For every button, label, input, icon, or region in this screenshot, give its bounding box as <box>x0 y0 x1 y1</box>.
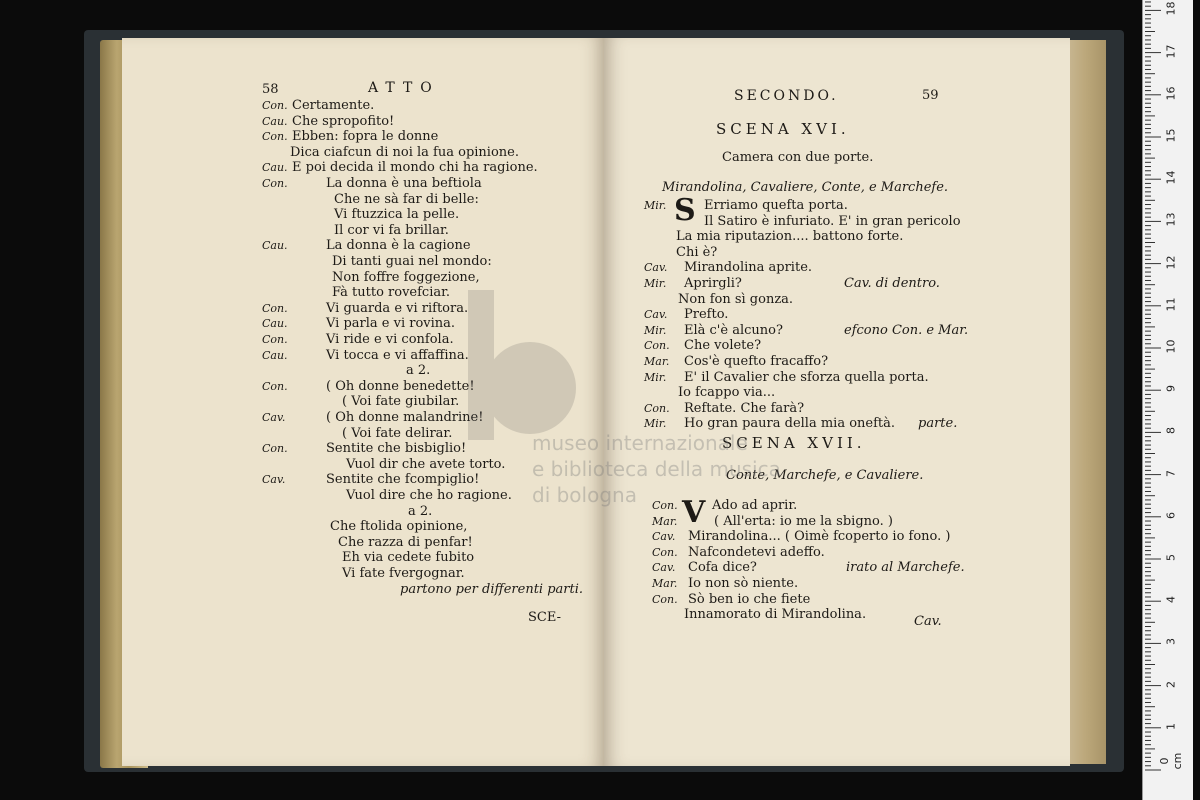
verse-line: Vi guarda e vi riftora. <box>326 300 469 316</box>
verse-line: Il Satiro è infuriato. E' in gran pericolo <box>704 213 961 229</box>
verse-line: Sentite che bisbiglio! <box>326 441 467 457</box>
dropcap-v: V <box>682 495 706 530</box>
verse-line: Sò ben io che fiete <box>688 591 811 607</box>
stage-direction: parte. <box>918 416 958 432</box>
verse-line: Sentite che fcompiglio! <box>326 472 480 488</box>
verse-line: Vuol dire che ho ragione. <box>346 488 512 503</box>
speaker-label: Cau. <box>262 348 288 362</box>
speaker-label: Cav. <box>262 411 286 424</box>
verse-line: Non fon sì gonza. <box>678 291 794 307</box>
watermark-line-1: museo internazionale <box>532 431 748 455</box>
ruler-number: 11 <box>1164 297 1178 312</box>
verse-line: Vi fate fvergognar. <box>342 566 465 581</box>
ruler-number: 18 <box>1164 1 1178 16</box>
speaker-label: Mar. <box>644 355 670 368</box>
ruler-number: 4 <box>1164 596 1178 604</box>
verse-line: Vuol dir che avete torto. <box>346 456 506 472</box>
museum-logo-watermark <box>448 290 578 440</box>
speaker-label: Con. <box>644 339 670 353</box>
ruler-number: 6 <box>1164 511 1178 519</box>
speaker-label: Mir. <box>644 199 667 212</box>
verse-line: ( Voi fate giubilar. <box>342 394 460 410</box>
left-running-head: ATTO <box>368 80 440 96</box>
speaker-label: Cav. <box>262 473 286 487</box>
verse-line: Che volete? <box>684 338 762 354</box>
verse-line: Cofa dice? <box>688 560 757 576</box>
watermark-line-3: di bologna <box>532 483 637 507</box>
right-page-edges <box>1066 40 1106 764</box>
verse-line: Il cor vi fa brillar. <box>334 222 449 238</box>
verse-line: La donna è una beftiola <box>326 176 482 191</box>
verse-line: Che spropofito! <box>292 113 395 129</box>
verse-line: Nafcondetevi adeffo. <box>688 544 825 560</box>
speaker-label: Con. <box>262 333 288 346</box>
scene-xvii-title: SCENA XVII. <box>722 434 866 452</box>
verse-line: ( Oh donne benedette! <box>326 378 475 394</box>
verse-line: ( Oh donne malandrine! <box>326 410 484 425</box>
verse-line: Prefto. <box>684 307 729 323</box>
scene-xvi-title: SCENA XVI. <box>716 120 850 138</box>
left-page-number: 58 <box>262 82 279 97</box>
verse-line: Erriamo quefta porta. <box>704 198 848 213</box>
speaker-label: Con. <box>652 499 678 512</box>
speaker-label: Con. <box>262 442 288 456</box>
watermark-line-2: e biblioteca della musica <box>532 457 781 481</box>
verse-line: Vi tocca e vi affaffina. <box>326 347 469 363</box>
ruler-number: 10 <box>1164 339 1178 354</box>
speaker-label: Mir. <box>644 417 667 431</box>
scene-xvi-characters: Mirandolina, Cavaliere, Conte, e Marchefe. <box>662 180 949 195</box>
verse-line: Certamente. <box>292 98 375 113</box>
measurement-ruler <box>1142 0 1193 800</box>
speaker-label: Mir. <box>644 277 667 290</box>
speaker-label: Cau. <box>262 239 288 253</box>
speaker-label: Con. <box>652 592 678 606</box>
verse-line: Innamorato di Mirandolina. <box>684 607 867 623</box>
speaker-label: Cav. <box>652 530 676 544</box>
ruler-number: 14 <box>1164 170 1178 185</box>
ruler-number: 16 <box>1164 86 1178 101</box>
speaker-label: Con. <box>262 130 288 144</box>
verse-line: Elà c'è alcuno? <box>684 322 783 338</box>
right-catchword: Cav. <box>914 614 942 629</box>
speaker-label: Con. <box>262 301 288 315</box>
ruler-number: 12 <box>1164 255 1178 270</box>
speaker-label: Cau. <box>262 114 288 128</box>
speaker-label: Con. <box>262 99 288 112</box>
verse-line: Ho gran paura della mia oneftà. <box>684 416 896 432</box>
verse-line: Aprirgli? <box>684 276 742 291</box>
verse-line: Ebben: fopra le donne <box>292 129 439 145</box>
verse-line: ( Voi fate delirar. <box>342 425 453 441</box>
verse-line: partono per differenti parti. <box>400 581 584 597</box>
verse-line: Mirandolina aprite. <box>684 260 813 276</box>
dropcap-s: S <box>674 193 696 228</box>
verse-line: E poi decida il mondo chi ha ragione. <box>292 160 538 176</box>
stage-direction: efcono Con. e Mar. <box>844 322 969 338</box>
speaker-label: Con. <box>652 545 678 559</box>
speaker-label: Cav. <box>652 561 676 575</box>
ruler-number: 1 <box>1164 722 1178 730</box>
ruler-number: 0 cm <box>1158 752 1184 770</box>
speaker-label: Mir. <box>644 323 667 337</box>
verse-line: Mirandolina... ( Oimè fcoperto io fono. ) <box>688 529 951 545</box>
scene-xvii-characters: Conte, Marchefe, e Cavaliere. <box>726 468 924 483</box>
ruler-number: 9 <box>1164 385 1178 393</box>
right-page-number: 59 <box>922 88 939 103</box>
verse-line: Eh via cedete fubito <box>342 550 475 566</box>
speaker-label: Con. <box>262 177 288 190</box>
speaker-label: Cau. <box>262 161 288 175</box>
speaker-label: Mar. <box>652 577 678 590</box>
verse-line: ( All'erta: io me la sbigno. ) <box>714 513 893 529</box>
verse-line: Io non sò niente. <box>688 576 799 591</box>
speaker-label: Cau. <box>262 317 288 331</box>
stage-direction: Cav. di dentro. <box>844 276 940 291</box>
scene-xvi-setting: Camera con due porte. <box>722 150 874 165</box>
ruler-number: 17 <box>1164 44 1178 59</box>
verse-line: Di tanti guai nel mondo: <box>332 254 492 269</box>
ruler-number: 13 <box>1164 212 1178 227</box>
verse-line: Non foffre foggezione, <box>332 269 480 285</box>
ruler-number: 7 <box>1164 469 1178 477</box>
verse-line: Vi ftuzzica la pelle. <box>334 207 460 223</box>
verse-line: La donna è la cagione <box>326 238 471 254</box>
verse-line: Io fcappo via... <box>678 385 776 401</box>
verse-line: a 2. <box>408 503 433 519</box>
ruler-number: 3 <box>1164 638 1178 646</box>
ruler-number: 15 <box>1164 128 1178 143</box>
verse-line: Cos'è quefto fracaffo? <box>684 354 829 369</box>
left-catchword: SCE- <box>528 610 561 625</box>
verse-line: La mia riputazion.... battono forte. <box>676 229 904 245</box>
verse-line: Chi è? <box>676 244 718 260</box>
right-page <box>604 38 1070 766</box>
verse-line: Fà tutto rovefciar. <box>332 285 451 301</box>
speaker-label: Con. <box>644 401 670 415</box>
speaker-label: Cav. <box>644 308 668 322</box>
verse-line: E' il Cavalier che sforza quella porta. <box>684 369 929 385</box>
verse-line: a 2. <box>406 363 431 379</box>
ruler-number: 5 <box>1164 554 1178 561</box>
verse-line: Reftate. Che farà? <box>684 400 805 416</box>
verse-line: Che ftolida opinione, <box>330 519 468 535</box>
right-running-head: SECONDO. <box>734 88 839 104</box>
verse-line: Ado ad aprir. <box>712 498 798 513</box>
verse-line: Che ne sà far di belle: <box>334 191 479 207</box>
verse-line: Che razza di penfar! <box>338 534 473 550</box>
verse-line: Dica ciafcun di noi la fua opinione. <box>290 144 519 160</box>
ruler-number: 2 <box>1164 680 1178 688</box>
verse-line: Vi parla e vi rovina. <box>326 316 456 332</box>
stage-direction: irato al Marchefe. <box>846 560 965 576</box>
speaker-label: Mar. <box>652 514 678 528</box>
speaker-label: Con. <box>262 379 288 393</box>
speaker-label: Cav. <box>644 261 668 275</box>
ruler-number: 8 <box>1164 427 1178 435</box>
speaker-label: Mir. <box>644 370 667 384</box>
verse-line: Vi ride e vi confola. <box>326 332 454 347</box>
